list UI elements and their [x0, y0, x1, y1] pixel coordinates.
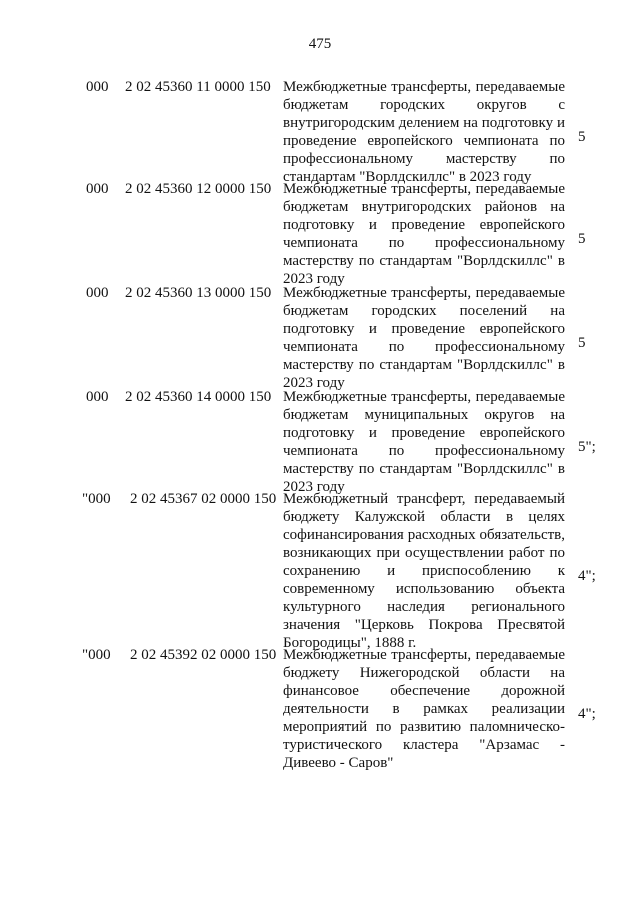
budget-classification-code: 2 02 45360 12 0000 150 — [125, 181, 272, 197]
budget-classification-code: 2 02 45360 11 0000 150 — [125, 79, 271, 95]
budget-classification-code: 2 02 45367 02 0000 150 — [130, 491, 277, 507]
description-line: мастерству по стандартам "Ворлдскиллс" в — [283, 357, 565, 373]
row-description — [283, 646, 565, 772]
description-line: внутригородским делением на подготовку и — [283, 115, 565, 131]
row-description — [283, 490, 565, 652]
description-line: значения "Церковь Покрова Пресвятой — [283, 617, 565, 633]
table-row — [0, 78, 640, 186]
amount: 5 — [578, 231, 586, 247]
table-row — [0, 284, 640, 392]
description-line: 2023 году — [283, 479, 345, 495]
amount: 5 — [578, 129, 586, 145]
description-line: подготовку и проведение европейского — [283, 425, 565, 441]
description-line: чемпионата по профессиональному — [283, 443, 565, 459]
description-line: Богородицы", 1888 г. — [283, 635, 417, 651]
description-line: бюджету Нижегородской области на — [283, 665, 565, 681]
page-number: 475 — [308, 36, 332, 52]
description-line: бюджетам внутригородских районов на — [283, 199, 565, 215]
table-row — [0, 646, 640, 772]
description-line: современному использованию объекта — [283, 581, 565, 597]
description-line: чемпионата по профессиональному — [283, 235, 565, 251]
description-line: культурного наследия регионального — [283, 599, 565, 615]
admin-code: "000 — [82, 647, 111, 663]
table-row — [0, 180, 640, 288]
amount: 4"; — [578, 706, 596, 722]
budget-classification-code: 2 02 45360 13 0000 150 — [125, 285, 272, 301]
description-line: Межбюджетные трансферты, передаваемые — [283, 181, 565, 197]
description-line: подготовку и проведение европейского — [283, 217, 565, 233]
row-description — [283, 180, 565, 288]
amount: 5 — [578, 335, 586, 351]
description-line: сохранению и приспособлению к — [283, 563, 565, 579]
description-line: 2023 году — [283, 271, 345, 287]
description-line: бюджетам городских поселений на — [283, 303, 565, 319]
amount: 4"; — [578, 568, 596, 584]
description-line: Дивеево - Саров" — [283, 755, 394, 771]
description-line: Межбюджетный трансферт, передаваемый — [283, 491, 565, 507]
admin-code: 000 — [86, 389, 109, 405]
description-line: Межбюджетные трансферты, передаваемые — [283, 79, 565, 95]
amount: 5"; — [578, 439, 596, 455]
table-row — [0, 388, 640, 496]
description-line: туристического кластера "Арзамас - — [283, 737, 565, 753]
admin-code: 000 — [86, 285, 109, 301]
description-line: чемпионата по профессиональному — [283, 339, 565, 355]
description-line: мероприятий по развитию паломническо- — [283, 719, 565, 735]
description-line: мастерству по стандартам "Ворлдскиллс" в — [283, 461, 565, 477]
description-line: бюджету Калужской области в целях — [283, 509, 565, 525]
admin-code: 000 — [86, 79, 109, 95]
description-line: 2023 году — [283, 375, 345, 391]
description-line: Межбюджетные трансферты, передаваемые — [283, 647, 565, 663]
row-description — [283, 284, 565, 392]
description-line: бюджетам городских округов с — [283, 97, 565, 113]
admin-code: "000 — [82, 491, 111, 507]
description-line: бюджетам муниципальных округов на — [283, 407, 565, 423]
description-line: софинансирования расходных обязательств, — [283, 527, 565, 543]
description-line: подготовку и проведение европейского — [283, 321, 565, 337]
admin-code: 000 — [86, 181, 109, 197]
description-line: профессиональному мастерству по — [283, 151, 565, 167]
description-line: возникающих при осуществлении работ по — [283, 545, 565, 561]
row-description — [283, 78, 565, 186]
budget-classification-code: 2 02 45360 14 0000 150 — [125, 389, 272, 405]
budget-classification-code: 2 02 45392 02 0000 150 — [130, 647, 277, 663]
description-line: финансовое обеспечение дорожной — [283, 683, 565, 699]
table-row — [0, 490, 640, 652]
description-line: деятельности в рамках реализации — [283, 701, 565, 717]
description-line: Межбюджетные трансферты, передаваемые — [283, 285, 565, 301]
row-description — [283, 388, 565, 496]
description-line: Межбюджетные трансферты, передаваемые — [283, 389, 565, 405]
description-line: мастерству по стандартам "Ворлдскиллс" в — [283, 253, 565, 269]
description-line: проведение европейского чемпионата по — [283, 133, 565, 149]
description-line: стандартам "Ворлдскиллс" в 2023 году — [283, 169, 532, 185]
